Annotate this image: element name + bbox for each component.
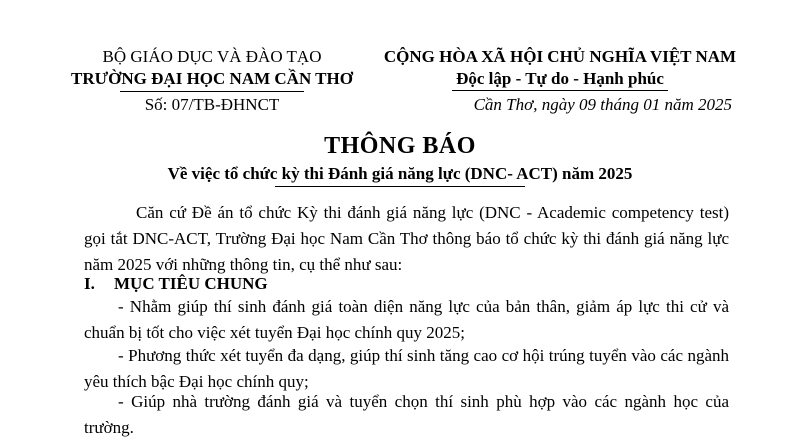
bullet-item: - Nhằm giúp thí sinh đánh giá toàn diện năng lực của bản thân, giảm áp lực thi cử và chuẩn bị tốt cho việc xét tuyển Đại học chính quy 2025; [84,297,729,342]
document-date: Cần Thơ, ngày 09 tháng 01 năm 2025 [473,95,732,114]
document-subtitle: Về việc tổ chức kỳ thi Đánh giá năng lực (DNC- ACT) năm 2025 [167,164,633,183]
nation-block [356,46,764,90]
nation-name: CỘNG HÒA XÃ HỘI CHỦ NGHĨA VIỆT NAM [383,47,737,66]
subtitle-underline [275,186,525,187]
issuer-block [62,46,362,90]
university-name: TRƯỜNG ĐẠI HỌC NAM CẦN THƠ [71,69,353,88]
section-number: I. [84,274,95,293]
bullet-item: - Giúp nhà trường đánh giá và tuyển chọn thí sinh phù hợp vào các ngành học của trường. [84,392,729,437]
section-heading [84,273,268,295]
document-number: Số: 07/TB-ĐHNCT [144,95,280,114]
ministry-name: BỘ GIÁO DỤC VÀ ĐÀO TẠO [102,47,322,66]
bullet-item: - Phương thức xét tuyển đa dạng, giúp thí sinh tăng cao cơ hội trúng tuyển vào các ngành yêu thích bậc Đại học chính quy; [84,346,729,391]
document-title: THÔNG BÁO [324,133,476,159]
section-title: MỤC TIÊU CHUNG [114,274,268,293]
issuer-underline [120,91,304,92]
motto-underline [452,90,668,91]
national-motto: Độc lập - Tự do - Hạnh phúc [456,69,664,88]
intro-paragraph: Căn cứ Đề án tổ chức Kỳ thi đánh giá năng lực (DNC - Academic competency test) gọi tắt DNC-ACT, Trường Đại học Nam Cần Thơ thông báo tổ chức kỳ thi đánh giá năng lực năm 2025 với những thông tin, cụ thể như sau: [84,203,729,274]
